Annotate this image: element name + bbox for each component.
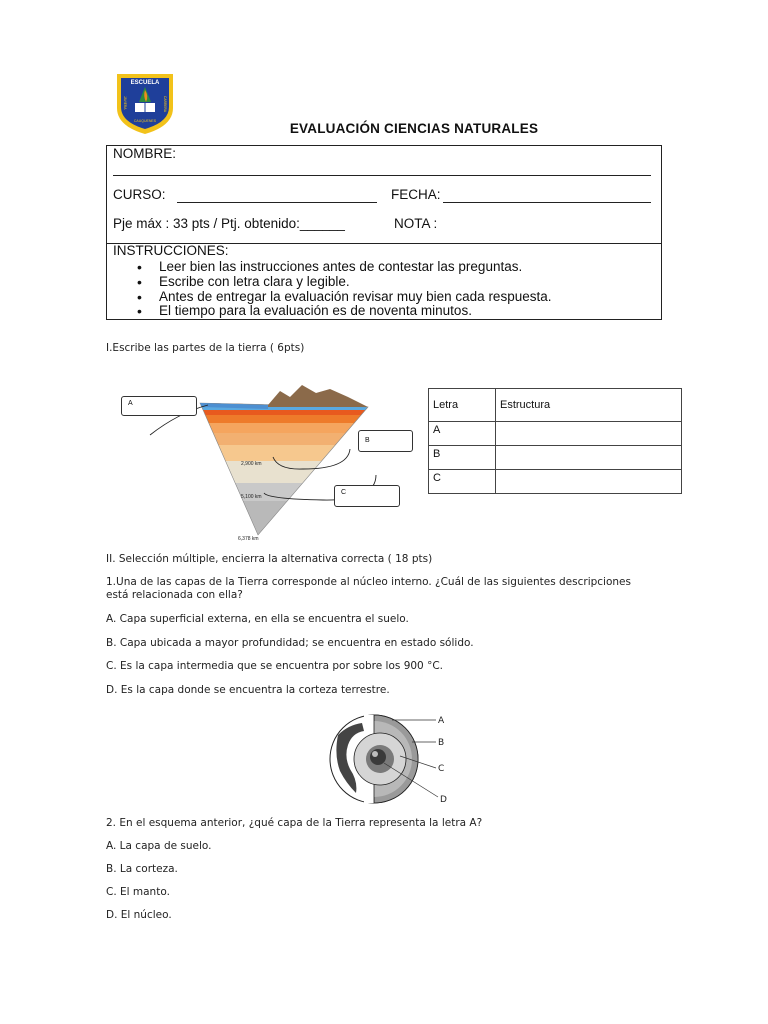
table-cell: A: [429, 422, 496, 446]
diagram-label-a: A: [121, 396, 197, 416]
logo-bottom-text: CAUQUENES: [133, 119, 157, 123]
q2-option-c[interactable]: C. El manto.: [106, 886, 170, 898]
list-item: • El tiempo para la evaluación es de noventa minutos.: [137, 304, 551, 319]
answer-cell[interactable]: [496, 422, 682, 446]
table-row: [429, 446, 682, 470]
q1-option-c[interactable]: C. Es la capa intermedia que se encuentra por sobre los 900 °C.: [106, 660, 443, 672]
nombre-field[interactable]: [113, 175, 651, 176]
answer-cell[interactable]: [496, 446, 682, 470]
table-cell: C: [429, 470, 496, 494]
table-header: Letra: [429, 389, 496, 422]
structure-table: [428, 388, 682, 494]
q1-stem-line1: 1.Una de las capas de la Tierra corresponde al núcleo interno. ¿Cuál de las siguientes descripciones: [106, 576, 631, 588]
logo-right-text: CARRERA: [163, 96, 167, 113]
depth-label: 5,100 km: [241, 494, 262, 500]
puntaje-text: Pje máx : 33 pts / Ptj. obtenido:______: [113, 216, 345, 231]
page-title: EVALUACIÓN CIENCIAS NATURALES: [289, 121, 539, 136]
list-item: • Leer bien las instrucciones antes de contestar las preguntas.: [137, 260, 551, 275]
section2-title: II. Selección múltiple, encierra la alternativa correcta ( 18 pts): [106, 553, 433, 565]
q1-option-a[interactable]: A. Capa superficial externa, en ella se encuentra el suelo.: [106, 613, 409, 625]
q2-stem: 2. En el esquema anterior, ¿qué capa de la Tierra representa la letra A?: [106, 817, 483, 829]
depth-label: 6,378 km: [238, 536, 259, 542]
q2-option-d[interactable]: D. El núcleo.: [106, 909, 172, 921]
nota-label: NOTA :: [394, 216, 438, 231]
logo-top-text: ESCUELA: [130, 80, 160, 86]
curso-label: CURSO:: [113, 187, 166, 202]
section1-title: I.Escribe las partes de la tierra ( 6pts): [106, 342, 305, 354]
fecha-field[interactable]: [443, 202, 651, 203]
fecha-label: FECHA:: [391, 187, 441, 202]
globe-label-a: A: [438, 716, 445, 726]
q1-option-b[interactable]: B. Capa ubicada a mayor profundidad; se encuentra en estado sólido.: [106, 637, 474, 649]
table-header: Estructura: [496, 389, 682, 422]
depth-label: 2,900 km: [241, 461, 262, 467]
list-item: • Escribe con letra clara y legible.: [137, 275, 551, 290]
nombre-label: NOMBRE:: [113, 146, 177, 161]
earth-globe-diagram: [318, 711, 463, 807]
list-item: • Antes de entregar la evaluación revisar muy bien cada respuesta.: [137, 290, 551, 305]
curso-field[interactable]: [177, 202, 377, 203]
q2-option-a[interactable]: A. La capa de suelo.: [106, 840, 212, 852]
globe-label-c: C: [438, 764, 445, 774]
logo-left-text: JAVIERA: [123, 96, 127, 110]
q1-option-d[interactable]: D. Es la capa donde se encuentra la corteza terrestre.: [106, 684, 390, 696]
globe-label-d: D: [440, 795, 447, 805]
q1-stem-line2: está relacionada con ella?: [106, 589, 243, 601]
student-info-box: [106, 145, 662, 320]
instrucciones-label: INSTRUCCIONES:: [113, 243, 229, 258]
instructions-list: [137, 260, 551, 319]
table-cell: B: [429, 446, 496, 470]
diagram-label-c: C: [334, 485, 400, 507]
globe-label-b: B: [438, 738, 445, 748]
table-row: [429, 470, 682, 494]
diagram-label-b: B: [358, 430, 413, 452]
q2-option-b[interactable]: B. La corteza.: [106, 863, 178, 875]
answer-cell[interactable]: [496, 470, 682, 494]
table-row: [429, 422, 682, 446]
